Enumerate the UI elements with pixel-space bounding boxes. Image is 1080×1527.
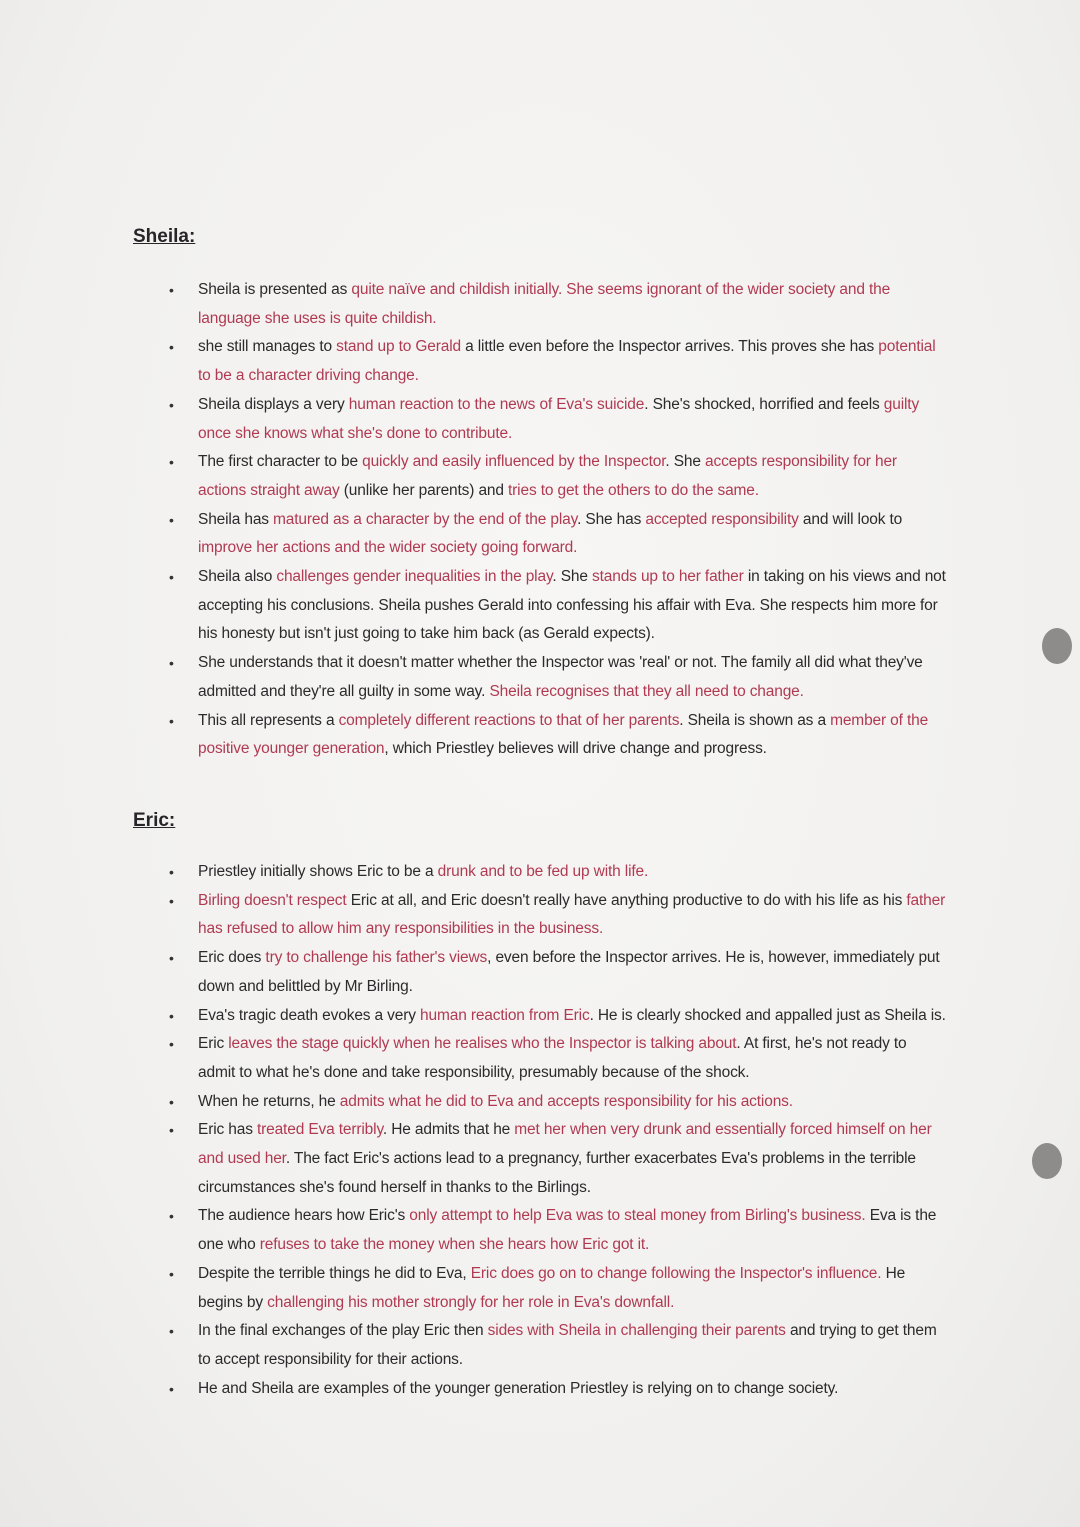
bullet-icon: •	[169, 1122, 174, 1139]
body-text: Sheila has	[198, 510, 274, 528]
highlighted-text: try to challenge his father's views	[265, 949, 488, 967]
bullet-icon: •	[169, 1093, 174, 1110]
bullet-icon: •	[169, 655, 174, 672]
body-text: and will look to	[798, 510, 903, 528]
punch-hole	[1042, 628, 1072, 664]
punch-hole	[1032, 1143, 1062, 1179]
bullet-icon: •	[169, 396, 174, 413]
body-text: (unlike her parents) and	[339, 481, 509, 499]
body-text: . She	[665, 453, 705, 471]
highlighted-text: father has refused to allow him any responsibilities in the business.	[198, 891, 946, 938]
bullet-icon: •	[169, 569, 174, 586]
body-text: . She has	[577, 510, 646, 528]
bullet-point	[169, 391, 947, 448]
bullet-point	[169, 858, 947, 887]
body-text: and trying to get them to accept responsibility for their actions.	[198, 1322, 937, 1368]
highlighted-text: stand up to Gerald	[336, 338, 461, 356]
highlighted-text: quite naïve and childish initially. She seems ignorant of the wider society and the language she uses is quite childish.	[198, 281, 891, 327]
bullet-point	[169, 1317, 947, 1374]
highlighted-text: refuses to take the money when she hears how Eric got it.	[259, 1236, 650, 1254]
highlighted-text: accepts responsibility for her actions straight away	[198, 453, 897, 499]
highlighted-text: challenging his mother strongly for her role in Eva's downfall.	[267, 1293, 675, 1311]
bullet-point	[169, 333, 947, 390]
highlighted-text: guilty once she knows what she's done to contribute.	[198, 395, 920, 442]
body-text: Despite the terrible things he did to Eva,	[198, 1264, 471, 1282]
bullet-icon: •	[169, 1323, 174, 1340]
bullet-icon: •	[169, 454, 174, 471]
bullet-point	[169, 707, 947, 764]
body-text: in taking on his views and not accepting his conclusions. Sheila pushes Gerald into confessing his affair with Eva. She respects him more for his honesty but isn't just going to take him back (as Gerald expects).	[198, 568, 946, 643]
highlighted-text: sides with Sheila in challenging their parents	[487, 1322, 786, 1340]
section-heading-eric: Eric:	[133, 810, 176, 831]
highlighted-text: tries to get the others to do the same.	[508, 481, 759, 499]
highlighted-text: admits what he did to Eva and accepts responsibility for his actions.	[339, 1092, 793, 1110]
highlighted-text: only attempt to help Eva was to steal money from Birling's business.	[409, 1207, 866, 1225]
bullet-icon: •	[169, 712, 174, 729]
bullet-point	[169, 448, 947, 505]
body-text: , even before the Inspector arrives. He is, however, immediately put down and belittled by Mr Birling.	[198, 949, 940, 995]
highlighted-text: matured as a character by the end of the play	[273, 510, 578, 528]
bullet-icon: •	[169, 864, 174, 880]
body-text: a little even before the Inspector arrives. This proves she has	[460, 338, 879, 356]
bullet-icon: •	[169, 950, 174, 967]
bullet-icon: •	[169, 1265, 174, 1282]
body-text: The audience hears how Eric's	[198, 1207, 410, 1225]
highlighted-text: human reaction to the news of Eva's suicide	[348, 395, 645, 413]
body-text: Sheila displays a very	[198, 395, 349, 413]
bullet-icon: •	[169, 282, 174, 298]
highlighted-text: improve her actions and the wider society going forward.	[198, 539, 578, 557]
body-text: she still manages to	[198, 338, 337, 356]
bullet-icon: •	[169, 1208, 174, 1225]
body-text: Sheila is presented as	[198, 281, 352, 298]
bullet-point	[169, 506, 947, 563]
highlighted-text: treated Eva terribly	[256, 1121, 383, 1139]
section-heading-sheila: Sheila:	[133, 226, 196, 247]
body-text: . She's shocked, horrified and feels	[644, 395, 884, 413]
body-text: . She	[552, 568, 593, 586]
body-text: He begins by	[198, 1264, 906, 1311]
bullet-point	[169, 276, 947, 333]
body-text: This all represents a	[198, 711, 339, 729]
highlighted-text: accepted responsibility	[645, 510, 799, 528]
body-text: In the final exchanges of the play Eric then	[198, 1322, 488, 1340]
bullet-point	[169, 944, 947, 1001]
highlighted-text: Sheila recognises that they all need to change.	[489, 682, 804, 700]
body-text: The first character to be	[198, 453, 363, 471]
body-text: Priestley initially shows Eric to be a	[198, 863, 438, 880]
body-text: Eva's tragic death evokes a very	[198, 1006, 421, 1024]
eric-bullet-list	[169, 858, 947, 1403]
bullet-point	[169, 887, 947, 944]
bullet-point	[169, 1088, 947, 1117]
body-text: Eva is the one who	[198, 1207, 937, 1254]
highlighted-text: human reaction from Eric	[420, 1006, 590, 1024]
bullet-icon: •	[169, 1036, 174, 1053]
body-text: , which Priestley believes will drive change and progress.	[384, 740, 767, 758]
body-text: . He admits that he	[382, 1121, 515, 1139]
highlighted-text: leaves the stage quickly when he realises who the Inspector is talking about	[228, 1035, 737, 1053]
body-text: Eric has	[198, 1121, 257, 1139]
body-text: . At first, he's not ready to admit to what he's done and take responsibility, presumably because of the shock.	[198, 1035, 907, 1081]
highlighted-text: stands up to her father	[592, 568, 744, 586]
highlighted-text: quickly and easily influenced by the Inspector	[362, 453, 666, 471]
highlighted-text: challenges gender inequalities in the play	[276, 568, 553, 586]
body-text: He and Sheila are examples of the younger generation Priestley is relying on to change society.	[198, 1379, 839, 1397]
body-text: When he returns, he	[198, 1092, 340, 1110]
body-text: Sheila also	[198, 568, 277, 586]
body-text: . He is clearly shocked and appalled just as Sheila is.	[589, 1006, 946, 1024]
bullet-point	[169, 1002, 947, 1031]
highlighted-text: member of the positive younger generation	[198, 711, 929, 758]
highlighted-text: met her when very drunk and essentially forced himself on her and used her	[198, 1121, 932, 1168]
bullet-point	[169, 1202, 947, 1259]
bullet-icon: •	[169, 1007, 174, 1024]
bullet-icon: •	[169, 892, 174, 909]
bullet-icon: •	[169, 339, 174, 356]
highlighted-text: potential to be a character driving change.	[198, 338, 936, 385]
bullet-icon: •	[169, 1380, 174, 1397]
sheila-bullet-list	[169, 276, 947, 764]
body-text: Eric does	[198, 949, 266, 967]
body-text: . The fact Eric's actions lead to a pregnancy, further exacerbates Eva's problems in the terrible circumstances she's found herself in thanks to the Birlings.	[198, 1150, 916, 1196]
body-text: Eric	[198, 1035, 229, 1053]
body-text: Eric at all, and Eric doesn't really have anything productive to do with his life as his	[346, 891, 907, 909]
bullet-point	[169, 563, 947, 649]
body-text: . Sheila is shown as a	[679, 711, 831, 729]
bullet-point	[169, 1116, 947, 1202]
bullet-point	[169, 1375, 947, 1404]
highlighted-text: Eric does go on to change following the Inspector's influence.	[470, 1264, 882, 1282]
bullet-point	[169, 1030, 947, 1087]
bullet-point	[169, 649, 947, 706]
bullet-icon: •	[169, 511, 174, 528]
highlighted-text: drunk and to be fed up with life.	[437, 863, 649, 880]
highlighted-text: completely different reactions to that of her parents	[338, 711, 680, 729]
body-text: She understands that it doesn't matter whether the Inspector was 'real' or not. The family all did what they've admitted and they're all guilty in some way.	[198, 654, 923, 700]
bullet-point	[169, 1260, 947, 1317]
highlighted-text: Birling doesn't respect	[198, 891, 347, 909]
